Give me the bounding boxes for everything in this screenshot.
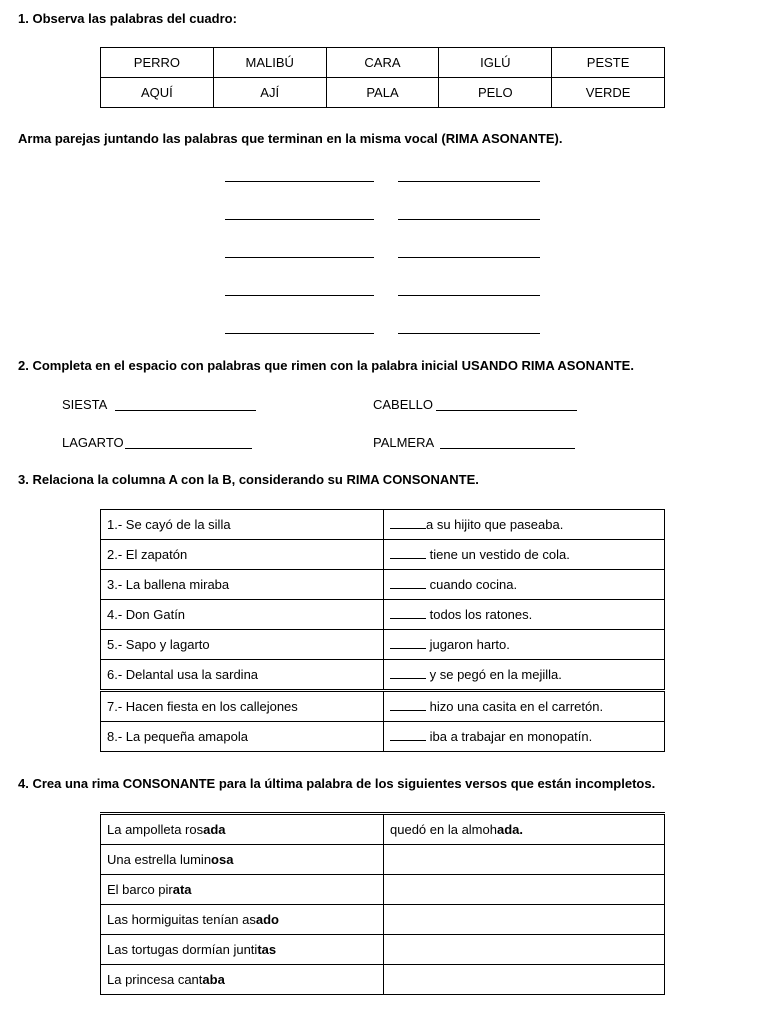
column-b-cell xyxy=(384,570,665,600)
section3-heading: 3. Relaciona la columna A con la B, considerando su RIMA CONSONANTE. xyxy=(18,472,479,487)
match-blank[interactable] xyxy=(390,517,426,529)
verse-ending: ata xyxy=(172,882,192,897)
pair-blank-left[interactable] xyxy=(225,295,374,296)
pair-blank-left[interactable] xyxy=(225,333,374,334)
column-b-cell xyxy=(384,660,665,691)
column-b-text: y se pegó en la mejilla. xyxy=(429,667,562,682)
column-b-cell xyxy=(384,540,665,570)
answer-cell[interactable] xyxy=(384,845,665,875)
column-b-cell xyxy=(384,630,665,660)
word-table xyxy=(100,47,665,108)
match-blank[interactable] xyxy=(390,547,426,559)
verse-text: Las tortugas dormían junti xyxy=(107,942,258,957)
verse-cell xyxy=(101,905,384,935)
word-cell: AQUÍ xyxy=(101,78,214,108)
column-b-text: jugaron harto. xyxy=(429,637,510,652)
column-b-cell xyxy=(384,600,665,630)
pair-blank-left[interactable] xyxy=(225,219,374,220)
column-b-text: iba a trabajar en monopatín. xyxy=(429,729,593,744)
match-blank[interactable] xyxy=(390,577,426,589)
column-a-cell: 4.- Don Gatín xyxy=(101,600,384,630)
match-blank[interactable] xyxy=(390,607,426,619)
column-a-cell: 8.- La pequeña amapola xyxy=(101,722,384,752)
verse-text: Las hormiguitas tenían as xyxy=(107,912,256,927)
verse-cell xyxy=(101,845,384,875)
column-b-text: todos los ratones. xyxy=(429,607,533,622)
section1-instruction: Arma parejas juntando las palabras que terminan en la misma vocal (RIMA ASONANTE). xyxy=(18,131,563,146)
table-row xyxy=(101,722,665,752)
rhyme-blank-siesta[interactable] xyxy=(115,410,256,411)
verse-cell xyxy=(101,814,384,845)
table-row xyxy=(101,935,665,965)
answer-cell[interactable] xyxy=(384,905,665,935)
column-a-cell: 5.- Sapo y lagarto xyxy=(101,630,384,660)
verse-ending: ado xyxy=(255,912,279,927)
rhyme-blank-palmera[interactable] xyxy=(440,448,575,449)
pair-blank-right[interactable] xyxy=(398,219,540,220)
verse-ending: tas xyxy=(257,942,277,957)
verse-cell xyxy=(101,875,384,905)
word-table-row xyxy=(101,78,665,108)
word-cell: CARA xyxy=(326,48,439,78)
word-cell: PALA xyxy=(326,78,439,108)
table-row xyxy=(101,600,665,630)
section1-heading: 1. Observa las palabras del cuadro: xyxy=(18,11,237,26)
column-a-cell: 7.- Hacen fiesta en los callejones xyxy=(101,691,384,722)
verse-cell xyxy=(101,965,384,995)
section4-heading: 4. Crea una rima CONSONANTE para la última palabra de los siguientes versos que están incompletos. xyxy=(18,776,656,791)
verse-text: La ampolleta ros xyxy=(107,822,204,837)
rhyme-word-cabello: CABELLO xyxy=(373,397,433,412)
table-row xyxy=(101,660,665,691)
rhyme-word-siesta: SIESTA xyxy=(62,397,108,412)
answer-text: quedó en la almoh xyxy=(390,822,497,837)
word-cell: AJÍ xyxy=(213,78,326,108)
pair-blank-right[interactable] xyxy=(398,257,540,258)
rhyme-word-lagarto: LAGARTO xyxy=(62,435,124,450)
word-cell: IGLÚ xyxy=(439,48,552,78)
verse-text: El barco pir xyxy=(107,882,173,897)
match-blank[interactable] xyxy=(390,667,426,679)
column-a-cell: 1.- Se cayó de la silla xyxy=(101,510,384,540)
verse-ending: ada xyxy=(203,822,226,837)
verse-cell xyxy=(101,935,384,965)
rhyme-table xyxy=(100,812,665,995)
table-row xyxy=(101,845,665,875)
column-b-cell xyxy=(384,722,665,752)
word-cell: PESTE xyxy=(552,48,665,78)
rhyme-blank-lagarto[interactable] xyxy=(125,448,252,449)
table-row xyxy=(101,630,665,660)
column-b-cell xyxy=(384,691,665,722)
match-blank[interactable] xyxy=(390,699,426,711)
table-row xyxy=(101,875,665,905)
section2-heading: 2. Completa en el espacio con palabras que rimen con la palabra inicial USANDO RIMA ASONANTE. xyxy=(18,358,634,373)
table-row xyxy=(101,510,665,540)
table-row xyxy=(101,570,665,600)
column-a-cell: 3.- La ballena miraba xyxy=(101,570,384,600)
match-blank[interactable] xyxy=(390,729,426,741)
rhyme-blank-cabello[interactable] xyxy=(436,410,577,411)
verse-text: La princesa cant xyxy=(107,972,203,987)
relation-table xyxy=(100,509,665,752)
answer-cell[interactable] xyxy=(384,875,665,905)
column-b-text: cuando cocina. xyxy=(429,577,518,592)
answer-cell[interactable] xyxy=(384,965,665,995)
column-b-text: hizo una casita en el carretón. xyxy=(429,699,604,714)
verse-text: Una estrella lumin xyxy=(107,852,212,867)
match-blank[interactable] xyxy=(390,637,426,649)
column-b-text: tiene un vestido de cola. xyxy=(429,547,570,562)
column-a-cell: 6.- Delantal usa la sardina xyxy=(101,660,384,691)
table-row xyxy=(101,814,665,845)
pair-blank-left[interactable] xyxy=(225,257,374,258)
table-row xyxy=(101,905,665,935)
pair-blank-left[interactable] xyxy=(225,181,374,182)
table-row xyxy=(101,691,665,722)
word-cell: VERDE xyxy=(552,78,665,108)
column-a-cell: 2.- El zapatón xyxy=(101,540,384,570)
table-row xyxy=(101,965,665,995)
column-b-text: a su hijito que paseaba. xyxy=(426,517,564,532)
answer-ending: ada. xyxy=(496,822,523,837)
rhyme-word-palmera: PALMERA xyxy=(373,435,435,450)
word-table-row xyxy=(101,48,665,78)
pair-blank-right[interactable] xyxy=(398,181,540,182)
word-cell: PELO xyxy=(439,78,552,108)
word-cell: MALIBÚ xyxy=(213,48,326,78)
column-b-cell xyxy=(384,510,665,540)
word-cell: PERRO xyxy=(101,48,214,78)
verse-ending: aba xyxy=(202,972,225,987)
table-row xyxy=(101,540,665,570)
pair-blank-right[interactable] xyxy=(398,333,540,334)
answer-cell[interactable] xyxy=(384,814,665,845)
pair-blank-right[interactable] xyxy=(398,295,540,296)
verse-ending: osa xyxy=(211,852,234,867)
answer-cell[interactable] xyxy=(384,935,665,965)
